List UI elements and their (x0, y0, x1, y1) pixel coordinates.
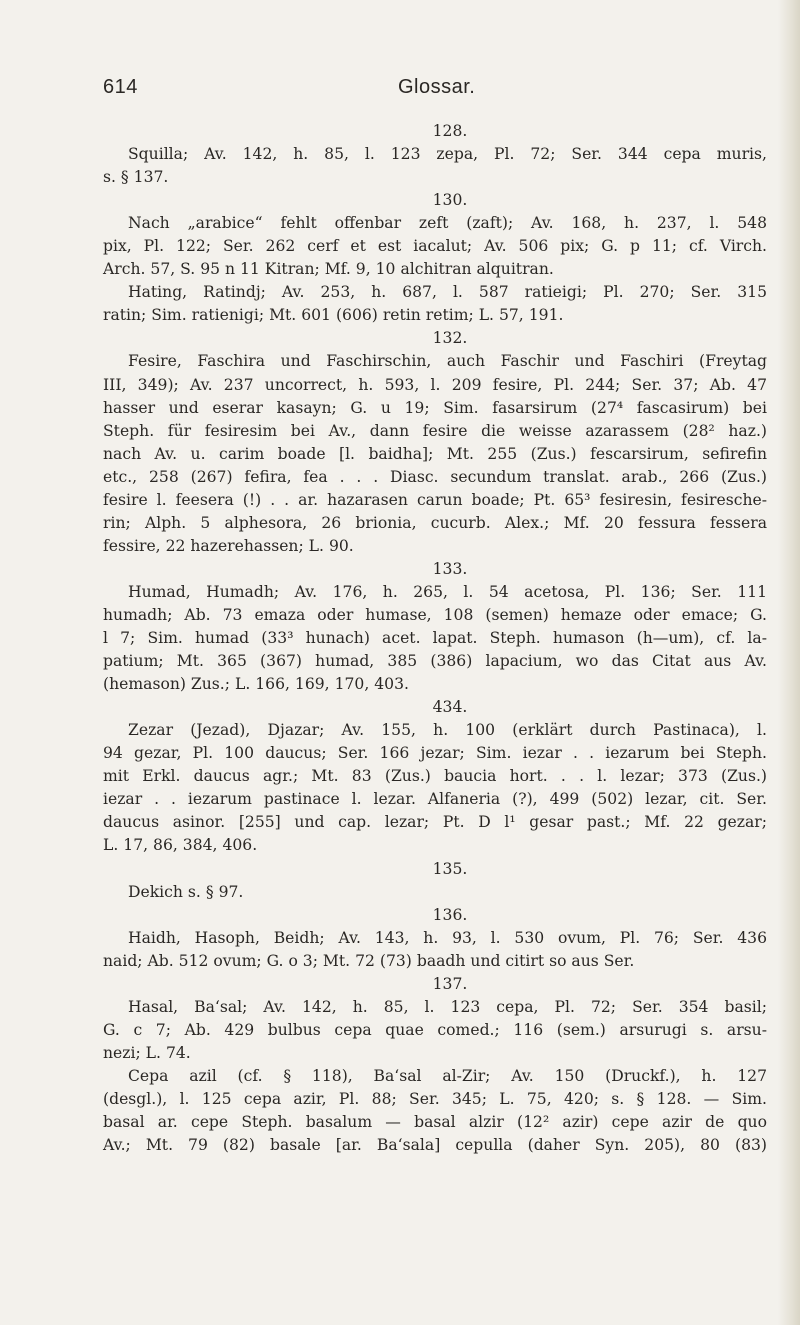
text-line: hasser und eserar kasayn; G. u 19; Sim. fasarsirum (27⁴ fascasirum) bei (103, 398, 767, 417)
text-line: basal ar. cepe Steph. basalum — basal alzir (12² azir) cepe azir de quo (103, 1113, 767, 1132)
text-line: s. § 137. (103, 168, 169, 187)
text-line: III, 349); Av. 237 uncorrect, h. 593, l. 209 fesire, Pl. 244; Ser. 37; Ab. 47 (103, 375, 767, 394)
entry-number: 136. (432, 905, 468, 924)
text-line: fesire l. feesera (!) . . ar. hazarasen carun boade; Pt. 65³ fesiresin, fesiresche- (103, 490, 767, 509)
text-line: rin; Alph. 5 alphesora, 26 brionia, cucurb. Alex.; Mf. 20 fessura fessera (103, 513, 767, 532)
text-line: fessire, 22 hazerehassen; L. 90. (103, 536, 354, 555)
entry-number: 128. (432, 122, 468, 140)
text-line: Nach „arabice“ fehlt offenbar zeft (zaft); Av. 168, h. 237, l. 548 (128, 214, 767, 233)
text-line: Humad, Humadh; Av. 176, h. 265, l. 54 acetosa, Pl. 136; Ser. 111 (128, 582, 767, 601)
text-line: nezi; L. 74. (103, 1043, 191, 1062)
text-line: Dekich s. § 97. (128, 882, 244, 901)
text-line: iezar . . iezarum pastinace l. lezar. Alfaneria (?), 499 (502) lezar, cit. Ser. (103, 790, 767, 809)
text-line: etc., 258 (267) fefira, fea . . . Diasc. secundum translat. arab., 266 (Zus.) (103, 467, 767, 486)
text-line: Steph. für fesiresim bei Av., dann fesire die weisse azarassem (28² haz.) (103, 421, 767, 440)
text-line: 94 gezar, Pl. 100 daucus; Ser. 166 jezar; Sim. iezar . . iezarum bei Steph. (103, 744, 767, 763)
text-line: (desgl.), l. 125 cepa azir, Pl. 88; Ser. 345; L. 75, 420; s. § 128. — Sim. (103, 1089, 767, 1108)
entry-number: 130. (432, 191, 468, 210)
text-line: L. 17, 86, 384, 406. (103, 836, 258, 855)
entry-number: 133. (432, 559, 468, 578)
entry-number: 137. (432, 974, 468, 993)
entry-number: 434. (432, 698, 468, 717)
text-line: humadh; Ab. 73 emaza oder humase, 108 (semen) hemaze oder emace; G. (103, 605, 767, 624)
text-line: ratin; Sim. ratienigi; Mt. 601 (606) retin retim; L. 57, 191. (103, 306, 564, 325)
text-line: nach Av. u. carim boade [l. baidha]; Mt. 255 (Zus.) fescarsirum, sefirefin (103, 444, 767, 463)
text-line: Squilla; Av. 142, h. 85, l. 123 zepa, Pl. 72; Ser. 344 cepa muris, (128, 145, 767, 164)
glossary-text (103, 120, 767, 1157)
text-line: pix, Pl. 122; Ser. 262 cerf et est iacalut; Av. 506 pix; G. p 11; cf. Virch. (103, 237, 767, 256)
text-line: l 7; Sim. humad (33³ hunach) acet. lapat. Steph. humason (h—um), cf. la- (103, 629, 767, 648)
text-line: Av.; Mt. 79 (82) basale [ar. Ba‘sala] cepulla (daher Syn. 205), 80 (83) (103, 1136, 767, 1155)
text-line: Hating, Ratindj; Av. 253, h. 687, l. 587 ratieigi; Pl. 270; Ser. 315 (128, 283, 767, 302)
text-line: mit Erkl. daucus agr.; Mt. 83 (Zus.) baucia hort. . . l. lezar; 373 (Zus.) (103, 767, 767, 786)
text-line: patium; Mt. 365 (367) humad, 385 (386) lapacium, wo das Citat aus Av. (103, 652, 767, 671)
text-line: (hemason) Zus.; L. 166, 169, 170, 403. (103, 675, 409, 694)
text-line: Fesire, Faschira und Faschirschin, auch Faschir und Faschiri (Freytag (128, 352, 767, 371)
text-line: Zezar (Jezad), Djazar; Av. 155, h. 100 (erklärt durch Pastinaca), l. (128, 721, 767, 740)
text-line: Arch. 57, S. 95 n 11 Kitran; Mf. 9, 10 alchitran alquitran. (103, 260, 554, 279)
text-line: Haidh, Hasoph, Beidh; Av. 143, h. 93, l. 530 ovum, Pl. 76; Ser. 436 (128, 928, 767, 947)
entry-number: 135. (432, 859, 468, 878)
page-edge-shadow (778, 0, 800, 1325)
text-line: naid; Ab. 512 ovum; G. o 3; Mt. 72 (73) baadh und citirt so aus Ser. (103, 951, 635, 970)
running-header (0, 76, 800, 106)
text-line: Hasal, Ba‘sal; Av. 142, h. 85, l. 123 cepa, Pl. 72; Ser. 354 basil; (128, 997, 767, 1016)
text-line: G. c 7; Ab. 429 bulbus cepa quae comed.; 116 (sem.) arsurugi s. arsu- (103, 1020, 767, 1039)
text-line: Cepa azil (cf. § 118), Ba‘sal al-Zir; Av. 150 (Druckf.), h. 127 (128, 1066, 767, 1085)
page-number: 614 (103, 76, 138, 98)
entry-number: 132. (432, 329, 468, 348)
text-line: daucus asinor. [255] und cap. lezar; Pt. D l¹ gesar past.; Mf. 22 gezar; (103, 813, 767, 832)
running-title: Glossar. (398, 76, 476, 98)
